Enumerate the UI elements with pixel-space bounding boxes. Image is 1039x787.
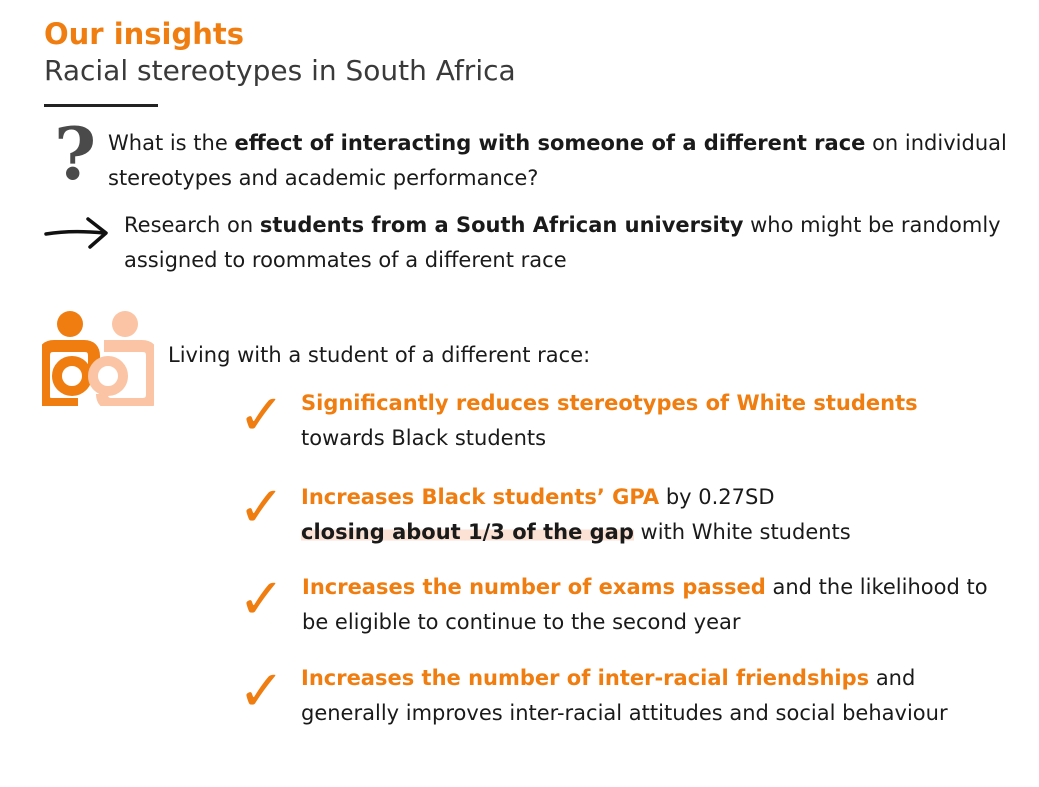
finding-rest: and the likelihood to be eligible to continue to the second year bbox=[302, 575, 988, 634]
living-intro: Living with a student of a different race: bbox=[168, 343, 591, 367]
finding-rest: and generally improves inter-racial attitudes and social behaviour bbox=[301, 666, 948, 725]
finding-item bbox=[301, 480, 1001, 550]
research-description bbox=[124, 208, 1004, 278]
finding-highlight: Increases the number of exams passed bbox=[302, 575, 766, 599]
finding-gap-highlight: closing about 1/3 of the gap bbox=[301, 520, 634, 544]
finding-item bbox=[301, 661, 981, 731]
title-underline bbox=[44, 104, 158, 107]
finding-highlight: Increases Black students’ GPA bbox=[301, 485, 660, 509]
research-question bbox=[108, 126, 1008, 196]
page-title: Racial stereotypes in South Africa bbox=[44, 54, 516, 87]
finding-rest: by 0.27SD bbox=[659, 485, 775, 509]
research-post: who might be randomly assigned to roommates of a different race bbox=[124, 213, 1001, 272]
finding-rest: towards Black students bbox=[301, 426, 547, 450]
people-icon bbox=[42, 310, 154, 406]
finding-item bbox=[301, 386, 1001, 456]
checkmark-icon: ✓ bbox=[238, 567, 285, 632]
research-bold: students from a South African university bbox=[259, 213, 744, 237]
section-kicker: Our insights bbox=[44, 17, 245, 51]
research-pre: Research on bbox=[124, 213, 260, 237]
question-bold: effect of interacting with someone of a different race bbox=[234, 131, 866, 155]
finding-highlight: Increases the number of inter-racial friendships bbox=[301, 666, 870, 690]
question-pre: What is the bbox=[108, 131, 235, 155]
checkmark-icon: ✓ bbox=[238, 475, 285, 540]
question-mark-icon: ? bbox=[54, 111, 97, 196]
finding-highlight: Significantly reduces stereotypes of White students bbox=[301, 391, 918, 415]
question-post: on individual stereotypes and academic performance? bbox=[108, 131, 1007, 190]
checkmark-icon: ✓ bbox=[238, 383, 285, 448]
finding-item bbox=[302, 570, 1002, 640]
finding-gap-rest: with White students bbox=[633, 520, 851, 544]
checkmark-icon: ✓ bbox=[238, 659, 285, 724]
arrow-right-icon bbox=[44, 214, 110, 250]
